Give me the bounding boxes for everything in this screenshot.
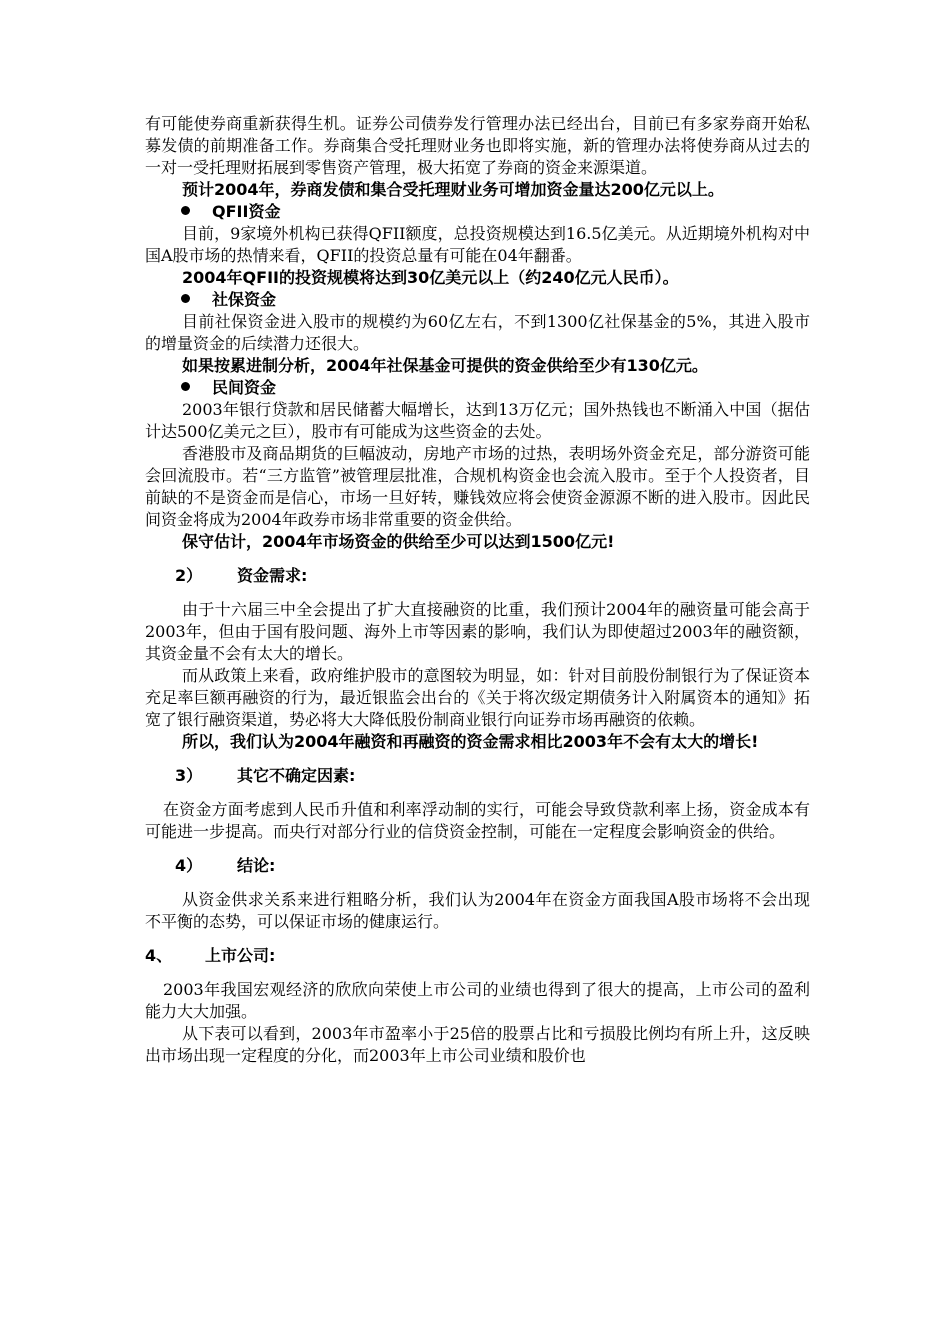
document-page bbox=[145, 113, 810, 1067]
heading-conclusion bbox=[145, 855, 810, 877]
bullet-social-label: 社保资金 bbox=[212, 290, 277, 309]
bullet-dot-icon bbox=[181, 206, 190, 215]
conclusion-demand: 所以，我们认为2004年融资和再融资的资金需求相比2003年不会有太大的增长! bbox=[182, 732, 759, 751]
conclusion-securities-firms: 预计2004年，券商发债和集合受托理财业务可增加资金量达200亿元以上。 bbox=[182, 180, 724, 199]
heading-text: 结论: bbox=[237, 856, 276, 875]
paragraph-qfii: 目前，9家境外机构已获得QFII额度，总投资规模达到16.5亿美元。从近期境外机构对中国A股市场的热情来看，QFII的投资总量有可能在04年翻番。 bbox=[145, 224, 810, 265]
heading-number: 4） bbox=[175, 856, 203, 875]
bullet-social-security bbox=[145, 289, 810, 311]
paragraph-uncertainties: 在资金方面考虑到人民币升值和利率浮动制的实行，可能会导致贷款利率上扬，资金成本有可能进一步提高。而央行对部分行业的信贷资金控制，可能在一定程度会影响资金的供给。 bbox=[145, 800, 810, 841]
heading-capital-demand bbox=[145, 565, 810, 587]
bullet-qfii bbox=[145, 201, 810, 223]
bullet-dot-icon bbox=[181, 294, 190, 303]
heading-text: 资金需求: bbox=[237, 566, 308, 585]
bullet-private-label: 民间资金 bbox=[212, 378, 277, 397]
paragraph-demand-2: 而从政策上来看，政府维护股市的意图较为明显，如：针对目前股份制银行为了保证资本充足率巨额再融资的行为，最近银监会出台的《关于将次级定期债务计入附属资本的通知》拓宽了银行融资渠道，势必将大大降低股份制商业银行向证券市场再融资的依赖。 bbox=[145, 666, 810, 729]
bullet-qfii-label: QFII资金 bbox=[212, 202, 281, 221]
paragraph-private-capital-2: 香港股市及商品期货的巨幅波动，房地产市场的过热，表明场外资金充足，部分游资可能会回流股市。若“三方监管”被管理层批准，合规机构资金也会流入股市。至于个人投资者，目前缺的不是资金而是信心，市场一旦好转，赚钱效应将会使资金源源不断的进入股市。因此民间资金将成为2004年政券市场非常重要的资金供给。 bbox=[145, 444, 810, 529]
bullet-dot-icon bbox=[181, 382, 190, 391]
heading-other-uncertainties bbox=[145, 765, 810, 787]
paragraph-listed-companies-2: 从下表可以看到，2003年市盈率小于25倍的股票占比和亏损股比例均有所上升，这反映出市场出现一定程度的分化，而2003年上市公司业绩和股价也 bbox=[145, 1024, 810, 1065]
paragraph-demand-1: 由于十六届三中全会提出了扩大直接融资的比重，我们预计2004年的融资量可能会高于2003年，但由于国有股问题、海外上市等因素的影响，我们认为即使超过2003年的融资额，其资金量不会有太大的增长。 bbox=[145, 600, 810, 663]
heading-text: 其它不确定因素: bbox=[237, 766, 356, 785]
conclusion-supply: 保守估计，2004年市场资金的供给至少可以达到1500亿元! bbox=[182, 532, 615, 551]
paragraph-private-capital-1: 2003年银行贷款和居民储蓄大幅增长，达到13万亿元；国外热钱也不断涌入中国（据估计达500亿美元之巨），股市有可能成为这些资金的去处。 bbox=[145, 400, 810, 441]
paragraph-listed-companies-1: 2003年我国宏观经济的欣欣向荣使上市公司的业绩也得到了很大的提高，上市公司的盈利能力大大加强。 bbox=[145, 980, 810, 1021]
heading-listed-companies bbox=[145, 945, 810, 967]
paragraph-conclusion: 从资金供求关系来进行粗略分析，我们认为2004年在资金方面我国A股市场将不会出现不平衡的态势，可以保证市场的健康运行。 bbox=[145, 890, 810, 931]
conclusion-social-security: 如果按累进制分析，2004年社保基金可提供的资金供给至少有130亿元。 bbox=[182, 356, 708, 375]
heading-number: 2） bbox=[175, 566, 203, 585]
section-text: 上市公司: bbox=[205, 946, 276, 965]
paragraph-social-security: 目前社保资金进入股市的规模约为60亿左右，不到1300亿社保基金的5%，其进入股市的增量资金的后续潜力还很大。 bbox=[145, 312, 810, 353]
paragraph-securities-firms: 有可能使券商重新获得生机。证券公司债券发行管理办法已经出台，目前已有多家券商开始私募发债的前期准备工作。券商集合受托理财业务也即将实施，新的管理办法将使券商从过去的一对一受托理财拓展到零售资产管理，极大拓宽了券商的资金来源渠道。 bbox=[145, 114, 810, 177]
heading-number: 3） bbox=[175, 766, 203, 785]
section-number: 4、 bbox=[145, 946, 173, 965]
conclusion-qfii: 2004年QFII的投资规模将达到30亿美元以上（约240亿元人民币）。 bbox=[182, 268, 679, 287]
bullet-private-capital bbox=[145, 377, 810, 399]
